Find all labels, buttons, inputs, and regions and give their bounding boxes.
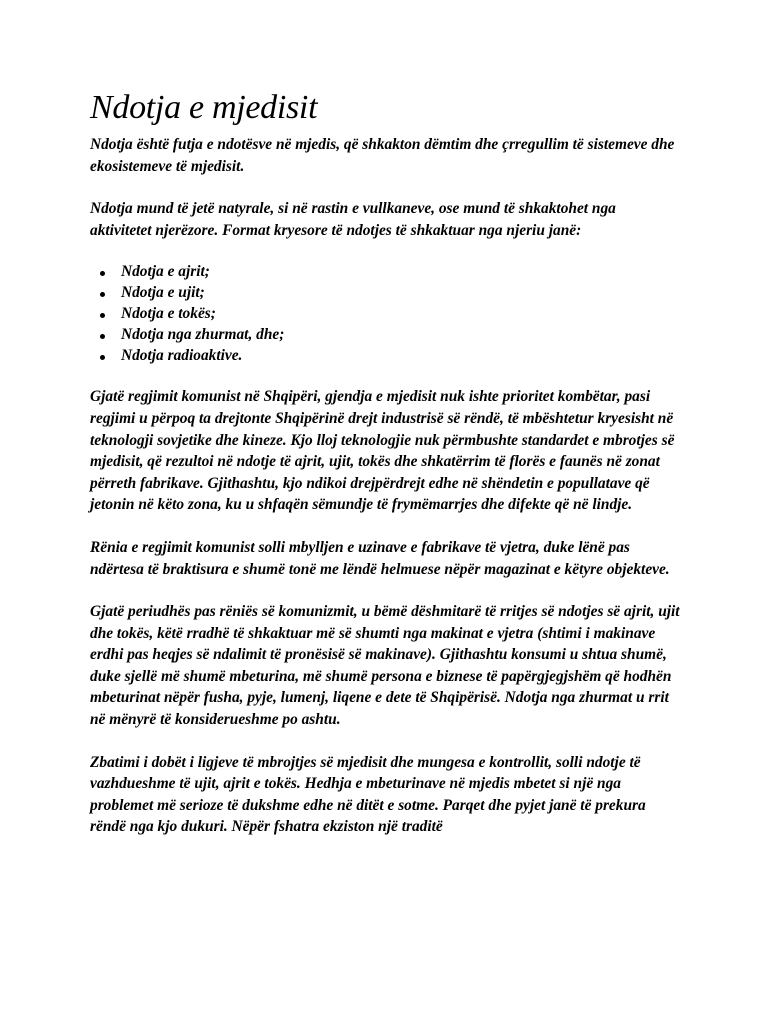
list-item-text: Ndotja nga zhurmat, dhe;	[121, 325, 285, 343]
bullet-icon	[100, 271, 105, 276]
list-item	[90, 325, 680, 346]
pollution-types-list	[90, 262, 680, 366]
list-item	[90, 283, 680, 304]
list-item	[90, 262, 680, 283]
bullet-icon	[100, 355, 105, 360]
list-item	[90, 304, 680, 325]
bullet-icon	[100, 313, 105, 318]
law-enforcement-paragraph: Zbatimi i dobët i ligjeve të mbrojtjes së mjedisit dhe mungesa e kontrollit, solli ndotje të vazhdueshme të ujit, ajrit e tokës. Hedhja e mbeturinave në mjedis mbetet si një nga problemet më serioze të dukshme edhe në ditët e sotme. Parqet dhe pyjet janë të prekura rëndë nga kjo dukuri. Nëpër fshatra ekziston një traditë	[90, 753, 646, 836]
communist-era-paragraph: Gjatë regjimit komunist në Shqipëri, gjendja e mjedisit nuk ishte prioritet kombëtar, pasi regjimi u përpoq ta drejtonte Shqipërinë drejt industrisë së rëndë, të mbështetur kryesisht në teknologji sovjetike dhe kineze. Kjo lloj teknologjie nuk përmbushte standardet e mbrotjes së mjedisit, që rezultoi në ndotje të ajrit, ujit, tokës dhe shkatërrim të florës e faunës në zonat përreth fabrikave. Gjithashtu, kjo ndikoi drejpërdrejt edhe në shëndetin e popullatave që jetonin në këto zona, ku u shfaqën sëmundje të frymëmarrjes dhe difekte që në lindje.	[90, 388, 675, 514]
list-item-text: Ndotja e ajrit;	[121, 263, 210, 281]
intro-paragraph: Ndotja është futja e ndotësve në mjedis, që shkakton dëmtim dhe çrregullim të sistemeve dhe ekosistemeve të mjedisit.	[90, 136, 675, 175]
document-page	[90, 88, 680, 859]
list-item-text: Ndotja e tokës;	[121, 304, 216, 322]
post-communism-paragraph: Gjatë periudhës pas rëniës së komunizmit, u bëmë dëshmitarë të rritjes së ndotjes së ajrit, ujit dhe tokës, këtë rradhë të shkaktuar më së shumti nga makinat e vjetra (shtimi i makinave erdhi pas heqjes së ndalimit të pronësisë së makinave). Gjithashtu konsumi u shtua shumë, duke sjellë më shumë mbeturina, më shumë persona e biznese të papërgjegjshëm që hodhën mbeturinat nëpër fusha, pyje, lumenj, liqene e dete të Shqipërisë. Ndotja nga zhurmat u rrit në mënyrë të konsiderueshme po ashtu.	[90, 603, 680, 729]
document-title: Ndotja e mjedisit	[90, 89, 318, 126]
list-item-text: Ndotja radioaktive.	[121, 346, 243, 364]
pollution-types-paragraph: Ndotja mund të jetë natyrale, si në rastin e vullkaneve, ose mund të shkaktohet nga aktivitetet njerëzore. Format kryesore të ndotjes të shkaktuar nga njeriu janë:	[90, 200, 616, 239]
list-item	[90, 346, 680, 367]
bullet-icon	[100, 292, 105, 297]
bullet-icon	[100, 334, 105, 339]
list-item-text: Ndotja e ujit;	[121, 284, 205, 302]
regime-fall-paragraph: Rënia e regjimit komunist solli mbylljen e uzinave e fabrikave të vjetra, duke lënë pas ndërtesa të braktisura e shumë tonë me lëndë helmuese nëpër magazinat e këtyre objekteve.	[90, 538, 670, 578]
